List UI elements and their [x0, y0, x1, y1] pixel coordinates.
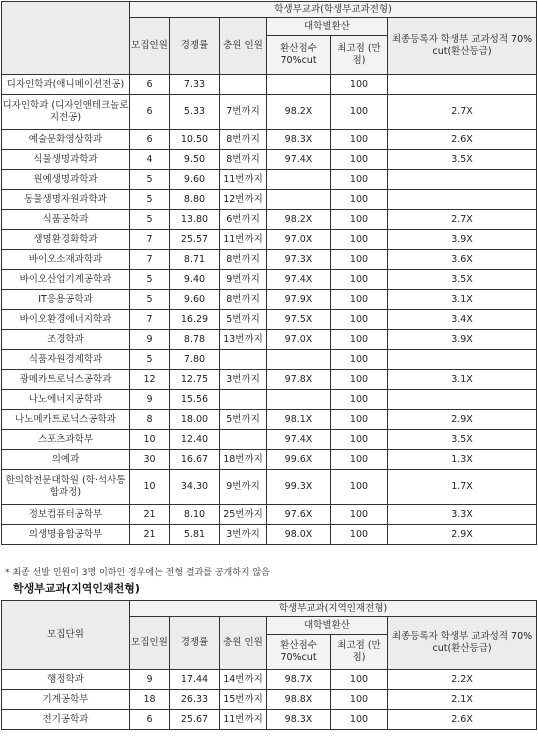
conv-score: 97.0X	[267, 230, 331, 250]
recruit-count: 6	[130, 95, 170, 130]
waitlist-rank: 5번까지	[220, 410, 267, 430]
header2-final-reg: 최종등록자 학생부 교과성적 70% cut(환산등급)	[388, 617, 537, 670]
max-score: 100	[331, 130, 388, 150]
max-score: 100	[331, 450, 388, 470]
waitlist-rank: 6번까지	[220, 210, 267, 230]
final-grade: 1.7X	[388, 470, 537, 505]
waitlist-rank	[220, 75, 267, 95]
final-grade: 3.1X	[388, 370, 537, 390]
waitlist-rank	[220, 350, 267, 370]
competition-rate: 8.10	[170, 505, 220, 525]
recruit-count: 6	[130, 130, 170, 150]
waitlist-rank: 7번까지	[220, 95, 267, 130]
header2-competition: 경쟁률	[170, 617, 220, 670]
table-row	[2, 250, 537, 270]
final-grade: 2.6X	[388, 710, 537, 730]
header-max-score: 최고점 (만점)	[331, 36, 388, 75]
final-grade	[388, 350, 537, 370]
waitlist-rank: 15번까지	[220, 690, 267, 710]
max-score: 100	[331, 150, 388, 170]
max-score: 100	[331, 250, 388, 270]
table-row	[2, 330, 537, 350]
header-competition: 경쟁률	[170, 18, 220, 75]
unit-name: 식품자원경제학과	[2, 350, 130, 370]
recruit-count: 6	[130, 710, 170, 730]
recruit-count: 30	[130, 450, 170, 470]
conv-score: 97.4X	[267, 270, 331, 290]
final-grade: 3.6X	[388, 250, 537, 270]
conv-score: 98.8X	[267, 690, 331, 710]
competition-rate: 9.60	[170, 290, 220, 310]
unit-name: 스포츠과학부	[2, 430, 130, 450]
table-row	[2, 170, 537, 190]
competition-rate: 9.50	[170, 150, 220, 170]
conv-score: 97.0X	[267, 330, 331, 350]
conv-score: 98.0X	[267, 525, 331, 545]
table-row	[2, 150, 537, 170]
competition-rate: 9.60	[170, 170, 220, 190]
recruit-count: 5	[130, 290, 170, 310]
recruit-count: 7	[130, 310, 170, 330]
conv-score: 99.6X	[267, 450, 331, 470]
recruit-count: 9	[130, 330, 170, 350]
max-score: 100	[331, 75, 388, 95]
unit-name: 디자인학과(애니메이션전공)	[2, 75, 130, 95]
competition-rate: 7.33	[170, 75, 220, 95]
unit-name: 나노메카트로닉스공학과	[2, 410, 130, 430]
unit-name: 정보컴퓨터공학부	[2, 505, 130, 525]
unit-name: 동물생명자원과학과	[2, 190, 130, 210]
table-row	[2, 450, 537, 470]
regional-admission-table	[1, 600, 537, 730]
waitlist-rank: 13번까지	[220, 330, 267, 350]
table-row	[2, 230, 537, 250]
recruit-count: 8	[130, 410, 170, 430]
competition-rate: 12.75	[170, 370, 220, 390]
max-score: 100	[331, 410, 388, 430]
table-row	[2, 710, 537, 730]
conv-score: 98.3X	[267, 130, 331, 150]
conv-score	[267, 390, 331, 410]
competition-rate: 8.80	[170, 190, 220, 210]
header-recruit: 모집인원	[130, 18, 170, 75]
recruit-count: 9	[130, 390, 170, 410]
unit-name: 한의학전문대학원 (학·석사통합과정)	[2, 470, 130, 505]
table-row	[2, 290, 537, 310]
unit-name: 기계공학부	[2, 690, 130, 710]
table-row	[2, 95, 537, 130]
table-row	[2, 690, 537, 710]
competition-rate: 9.40	[170, 270, 220, 290]
header2-recruit: 모집인원	[130, 617, 170, 670]
waitlist-rank	[220, 390, 267, 410]
max-score: 100	[331, 390, 388, 410]
unit-name: 행정학과	[2, 670, 130, 690]
final-grade: 3.4X	[388, 310, 537, 330]
unit-name: 예술문화영상학과	[2, 130, 130, 150]
footnote: * 최종 선발 인원이 3명 이하인 경우에는 전형 결과를 공개하지 않음	[5, 568, 270, 578]
conv-score: 97.6X	[267, 505, 331, 525]
conv-score: 98.2X	[267, 210, 331, 230]
waitlist-rank: 8번까지	[220, 150, 267, 170]
recruit-count: 4	[130, 150, 170, 170]
recruit-count: 10	[130, 470, 170, 505]
waitlist-rank: 8번까지	[220, 290, 267, 310]
table-row	[2, 390, 537, 410]
unit-name: 식품공학과	[2, 210, 130, 230]
unit-name: 바이오산업기계공학과	[2, 270, 130, 290]
conv-score: 98.7X	[267, 670, 331, 690]
conv-score: 97.3X	[267, 250, 331, 270]
conv-score: 97.5X	[267, 310, 331, 330]
recruit-count: 9	[130, 670, 170, 690]
table-row	[2, 470, 537, 505]
max-score: 100	[331, 330, 388, 350]
conv-score: 97.8X	[267, 370, 331, 390]
unit-name: 의예과	[2, 450, 130, 470]
header-group: 학생부교과(학생부교과전형)	[130, 2, 537, 18]
waitlist-rank: 8번까지	[220, 250, 267, 270]
waitlist-rank: 9번까지	[220, 270, 267, 290]
header-conv-score: 환산점수 70%cut	[267, 36, 331, 75]
final-grade	[388, 75, 537, 95]
competition-rate: 17.44	[170, 670, 220, 690]
conv-score	[267, 350, 331, 370]
conv-score	[267, 75, 331, 95]
final-grade: 2.6X	[388, 130, 537, 150]
max-score: 100	[331, 470, 388, 505]
competition-rate: 5.33	[170, 95, 220, 130]
max-score: 100	[331, 190, 388, 210]
max-score: 100	[331, 230, 388, 250]
header2-waitlist: 충원 인원	[220, 617, 267, 670]
conv-score: 98.1X	[267, 410, 331, 430]
conv-score: 99.3X	[267, 470, 331, 505]
max-score: 100	[331, 95, 388, 130]
conv-score	[267, 190, 331, 210]
final-grade: 3.5X	[388, 270, 537, 290]
table-row	[2, 430, 537, 450]
final-grade	[388, 190, 537, 210]
header2-unit: 모집단위	[2, 601, 130, 670]
unit-name: 의생명융합공학부	[2, 525, 130, 545]
max-score: 100	[331, 525, 388, 545]
header2-univ-conv: 대학별환산	[267, 617, 388, 635]
final-grade: 3.3X	[388, 505, 537, 525]
recruit-count: 5	[130, 170, 170, 190]
max-score: 100	[331, 170, 388, 190]
competition-rate: 25.67	[170, 710, 220, 730]
unit-name: IT응용공학과	[2, 290, 130, 310]
competition-rate: 8.78	[170, 330, 220, 350]
waitlist-rank: 3번까지	[220, 370, 267, 390]
max-score: 100	[331, 290, 388, 310]
recruit-count: 18	[130, 690, 170, 710]
final-grade: 3.9X	[388, 330, 537, 350]
table-row	[2, 75, 537, 95]
competition-rate: 26.33	[170, 690, 220, 710]
unit-name: 나노에너지공학과	[2, 390, 130, 410]
header2-group: 학생부교과(지역인재전형)	[130, 601, 537, 617]
waitlist-rank: 14번까지	[220, 670, 267, 690]
final-grade: 2.2X	[388, 670, 537, 690]
final-grade: 3.5X	[388, 150, 537, 170]
final-grade: 3.1X	[388, 290, 537, 310]
waitlist-rank: 5번까지	[220, 310, 267, 330]
table-row	[2, 130, 537, 150]
unit-name: 디자인학과 (디자인앤테크놀로지전공)	[2, 95, 130, 130]
max-score: 100	[331, 670, 388, 690]
max-score: 100	[331, 270, 388, 290]
recruit-count: 7	[130, 250, 170, 270]
table-row	[2, 210, 537, 230]
waitlist-rank: 25번까지	[220, 505, 267, 525]
admission-results-table	[1, 1, 537, 545]
conv-score: 97.4X	[267, 150, 331, 170]
final-grade: 2.9X	[388, 525, 537, 545]
competition-rate: 8.71	[170, 250, 220, 270]
competition-rate: 15.56	[170, 390, 220, 410]
table-row	[2, 270, 537, 290]
header2-conv-score: 환산점수 70%cut	[267, 635, 331, 670]
recruit-count: 7	[130, 230, 170, 250]
recruit-count: 6	[130, 75, 170, 95]
unit-name: 조경학과	[2, 330, 130, 350]
header-final-reg: 최종등록자 학생부 교과성적 70% cut(환산등급)	[388, 18, 537, 75]
waitlist-rank: 11번까지	[220, 710, 267, 730]
waitlist-rank: 11번까지	[220, 170, 267, 190]
max-score: 100	[331, 505, 388, 525]
recruit-count: 10	[130, 430, 170, 450]
recruit-count: 12	[130, 370, 170, 390]
unit-name: 생명환경화학과	[2, 230, 130, 250]
competition-rate: 10.50	[170, 130, 220, 150]
table-row	[2, 190, 537, 210]
competition-rate: 16.29	[170, 310, 220, 330]
final-grade: 2.1X	[388, 690, 537, 710]
max-score: 100	[331, 430, 388, 450]
max-score: 100	[331, 310, 388, 330]
competition-rate: 13.80	[170, 210, 220, 230]
waitlist-rank: 8번까지	[220, 130, 267, 150]
table-row	[2, 370, 537, 390]
final-grade: 3.5X	[388, 430, 537, 450]
final-grade: 2.7X	[388, 210, 537, 230]
final-grade	[388, 390, 537, 410]
header-waitlist: 충원 인원	[220, 18, 267, 75]
competition-rate: 16.67	[170, 450, 220, 470]
conv-score	[267, 170, 331, 190]
table-row	[2, 410, 537, 430]
max-score: 100	[331, 710, 388, 730]
conv-score: 97.9X	[267, 290, 331, 310]
unit-name: 전기공학과	[2, 710, 130, 730]
recruit-count: 5	[130, 350, 170, 370]
table-row	[2, 670, 537, 690]
recruit-count: 21	[130, 525, 170, 545]
table-row	[2, 505, 537, 525]
waitlist-rank: 18번까지	[220, 450, 267, 470]
conv-score: 97.4X	[267, 430, 331, 450]
recruit-count: 5	[130, 190, 170, 210]
waitlist-rank: 9번까지	[220, 470, 267, 505]
max-score: 100	[331, 210, 388, 230]
table-row	[2, 350, 537, 370]
waitlist-rank	[220, 430, 267, 450]
header2-max-score: 최고점 (만점)	[331, 635, 388, 670]
unit-name: 바이오환경에너지학과	[2, 310, 130, 330]
competition-rate: 7.80	[170, 350, 220, 370]
competition-rate: 18.00	[170, 410, 220, 430]
recruit-count: 21	[130, 505, 170, 525]
competition-rate: 34.30	[170, 470, 220, 505]
final-grade	[388, 170, 537, 190]
waitlist-rank: 12번까지	[220, 190, 267, 210]
competition-rate: 5.81	[170, 525, 220, 545]
recruit-count: 5	[130, 270, 170, 290]
unit-name: 원예생명과학과	[2, 170, 130, 190]
final-grade: 2.7X	[388, 95, 537, 130]
section-title: 학생부교과(지역인재전형)	[13, 582, 140, 595]
final-grade: 3.9X	[388, 230, 537, 250]
max-score: 100	[331, 690, 388, 710]
waitlist-rank: 3번까지	[220, 525, 267, 545]
waitlist-rank: 11번까지	[220, 230, 267, 250]
conv-score: 98.2X	[267, 95, 331, 130]
header-unit	[2, 2, 130, 75]
competition-rate: 25.57	[170, 230, 220, 250]
table-row	[2, 525, 537, 545]
recruit-count: 5	[130, 210, 170, 230]
conv-score: 98.3X	[267, 710, 331, 730]
table-row	[2, 310, 537, 330]
max-score: 100	[331, 350, 388, 370]
max-score: 100	[331, 370, 388, 390]
final-grade: 1.3X	[388, 450, 537, 470]
unit-name: 광메카트로닉스공학과	[2, 370, 130, 390]
unit-name: 바이오소재과학과	[2, 250, 130, 270]
header-univ-conv: 대학별환산	[267, 18, 388, 36]
unit-name: 식물생명과학과	[2, 150, 130, 170]
competition-rate: 12.40	[170, 430, 220, 450]
final-grade: 2.9X	[388, 410, 537, 430]
